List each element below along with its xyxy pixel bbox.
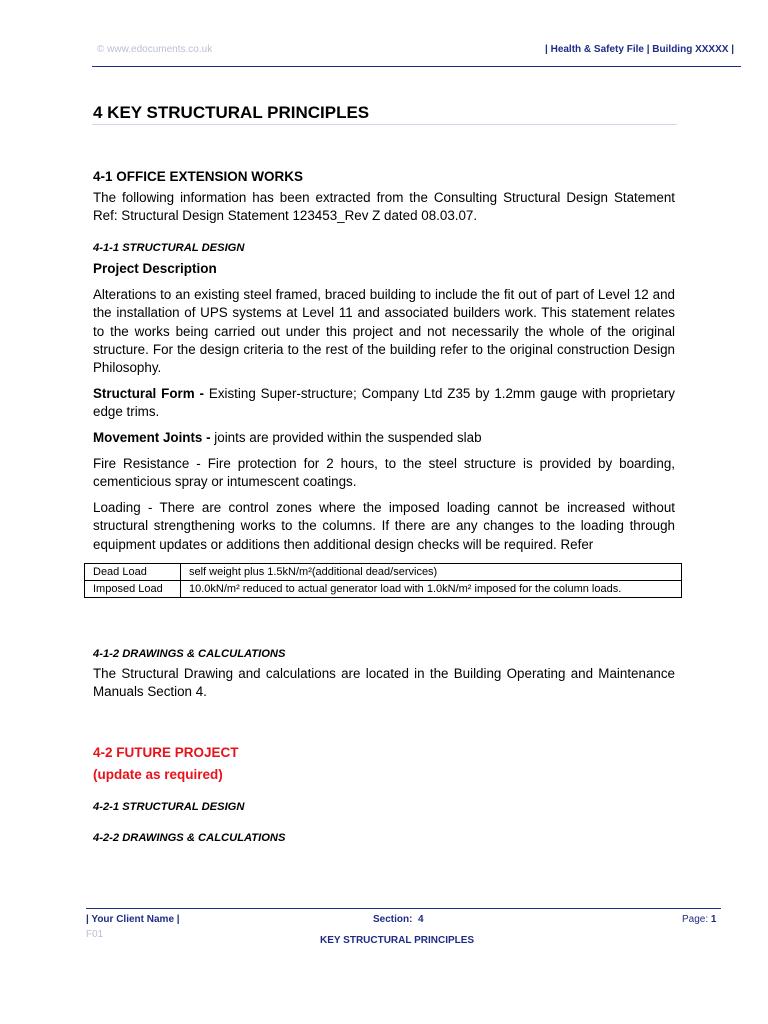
- footer-section-label: Section:: [373, 914, 413, 925]
- footer-title: KEY STRUCTURAL PRINCIPLES: [320, 935, 475, 946]
- structural-form-label: Structural Form -: [93, 386, 204, 401]
- movement-joints-label: Movement Joints -: [93, 430, 211, 445]
- table-cell-value: 10.0kN/m² reduced to actual generator load with 1.0kN/m² imposed for the column loads.: [181, 581, 682, 598]
- table-cell-label: Dead Load: [85, 564, 181, 581]
- subsection-4-2-1-title: 4-2-1 STRUCTURAL DESIGN: [93, 801, 245, 813]
- drawings-text: The Structural Drawing and calculations are located in the Building Operating and Maintenance Manuals Section 4.: [93, 666, 675, 700]
- title-underline: [92, 124, 677, 125]
- header-copyright: © www.edocuments.co.uk: [97, 44, 213, 55]
- footer-section: [373, 914, 424, 925]
- footer-divider: [86, 908, 721, 909]
- footer-section-value: 4: [418, 914, 424, 925]
- movement-joints-paragraph: [93, 429, 675, 447]
- subsection-4-2-2-title: 4-2-2 DRAWINGS & CALCULATIONS: [93, 832, 286, 844]
- footer-page-number: 1: [710, 914, 717, 925]
- section-4-1-title: 4-1 OFFICE EXTENSION WORKS: [93, 169, 304, 184]
- subsection-4-1-2-title: 4-1-2 DRAWINGS & CALCULATIONS: [93, 648, 286, 660]
- movement-joints-text: joints are provided within the suspended slab: [210, 430, 482, 445]
- section-4-1-intro: The following information has been extracted from the Consulting Structural Design Statement Ref: Structural Design Statement 123453_Rev Z dated 08.03.07.: [93, 190, 675, 224]
- footer-page: [682, 914, 716, 925]
- subsection-4-1-1-title: 4-1-1 STRUCTURAL DESIGN: [93, 242, 245, 254]
- load-table: [84, 563, 682, 598]
- structural-form-text: Existing Super-structure; Company Ltd Z35 by 1.2mm gauge with proprietary edge trims.: [93, 386, 675, 420]
- project-description-text: Alterations to an existing steel framed, braced building to include the fit out of part of Level 12 and the installation of UPS systems at Level 11 and associated builders work. This statement relates to the works being carried out under this project and not necessarily the whole of the original structure. For the design criteria to the rest of the building refer to the original construction Design Philosophy.: [93, 287, 675, 376]
- header-divider: [92, 66, 741, 67]
- project-description-label: Project Description: [93, 261, 217, 276]
- table-cell-label: Imposed Load: [85, 581, 181, 598]
- table-row: [85, 564, 682, 581]
- page-title: 4 KEY STRUCTURAL PRINCIPLES: [93, 103, 370, 122]
- structural-form-paragraph: [93, 385, 675, 422]
- loading-text: Loading - There are control zones where the imposed loading cannot be increased without structural strengthening works to the columns. If there are any changes to the loading through equipment updates or additions then additional design checks will be required. Refer: [93, 500, 675, 552]
- table-cell-value: self weight plus 1.5kN/m²(additional dead/services): [181, 564, 682, 581]
- footer-page-label: Page:: [682, 914, 709, 925]
- fire-resistance-text: Fire Resistance - Fire protection for 2 hours, to the steel structure is provided by boarding, cementicious spray or intumescent coatings.: [93, 456, 675, 490]
- table-row: [85, 581, 682, 598]
- footer-doc-code: F01: [86, 929, 104, 940]
- section-4-2-title: 4-2 FUTURE PROJECT: [93, 745, 239, 760]
- footer-client-name: | Your Client Name |: [86, 914, 180, 925]
- header-file-title: | Health & Safety File | Building XXXXX |: [545, 44, 734, 55]
- section-4-2-note: (update as required): [93, 767, 223, 782]
